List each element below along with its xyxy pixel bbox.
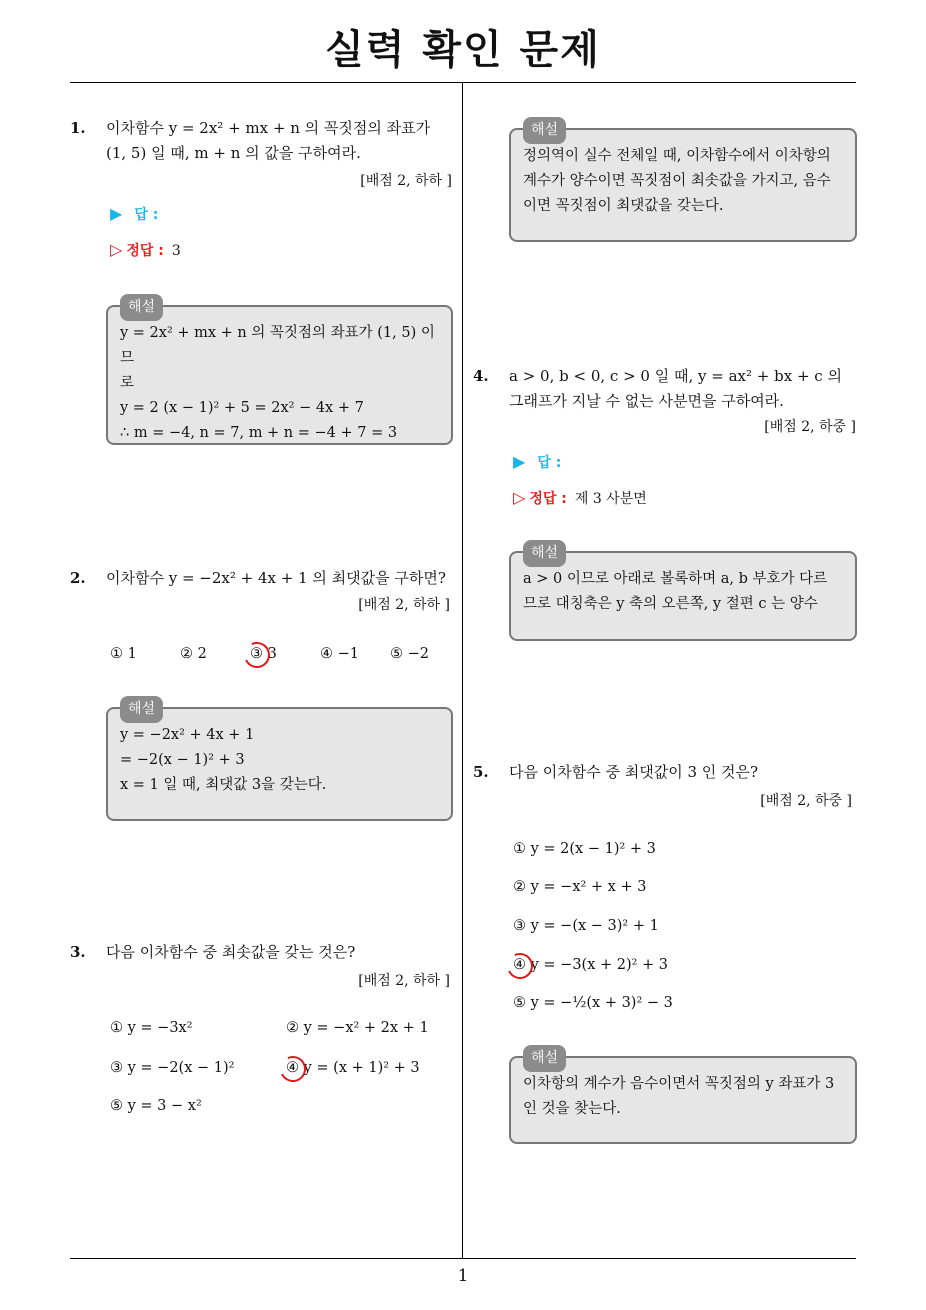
solution-tag: 해설	[523, 540, 566, 567]
question-number: 4.	[473, 367, 489, 385]
triangle-outline-icon: ▷	[513, 488, 526, 507]
question-text-line: 이차함수 y = −2x² + 4x + 1 의 최댓값을 구하면?	[106, 569, 446, 587]
choice-1[interactable]: ① 1	[110, 646, 137, 662]
choice-2[interactable]: ② y = −x² + 2x + 1	[286, 1020, 429, 1036]
column-divider	[462, 82, 463, 1259]
answer-field[interactable]	[110, 204, 158, 224]
question-text-line: 이차함수 y = 2x² + mx + n 의 꼭짓점의 좌표가	[106, 119, 431, 137]
top-rule	[70, 82, 856, 83]
choice-5[interactable]: ⑤ y = −½(x + 3)² − 3	[513, 995, 673, 1011]
solution-line: 로	[120, 375, 135, 391]
solution-box	[509, 1050, 857, 1144]
selected-mark-icon	[240, 638, 273, 671]
choice-1[interactable]: ① y = −3x²	[110, 1020, 193, 1036]
correct-label: 정답 :	[529, 491, 567, 507]
correct-value: 3	[171, 243, 181, 259]
solution-line: ∴ m = −4, n = 7, m + n = −4 + 7 = 3	[120, 425, 398, 441]
solution-line: a > 0 이므로 아래로 볼록하며 a, b 부호가 다르	[523, 571, 828, 587]
question-2	[70, 566, 451, 591]
solution-line: 므로 대칭축은 y 축의 오른쪽, y 절편 c 는 양수	[523, 596, 818, 612]
question-number: 3.	[70, 943, 86, 961]
solution-line: 인 것을 찾는다.	[523, 1101, 621, 1117]
solution-box	[106, 299, 453, 445]
solution-tag: 해설	[523, 1045, 566, 1072]
choice-4[interactable]: ④ y = −3(x + 2)² + 3	[513, 957, 669, 973]
solution-line: y = 2x² + mx + n 의 꼭짓점의 좌표가 (1, 5) 이므	[120, 325, 435, 366]
question-text-line: a > 0, b < 0, c > 0 일 때, y = ax² + bx + c 의	[509, 367, 842, 385]
solution-tag: 해설	[523, 117, 566, 144]
solution-line: = −2(x − 1)² + 3	[120, 752, 245, 768]
solution-box	[509, 545, 857, 641]
choice-3[interactable]: ③ 3	[250, 646, 277, 662]
solution-line: y = −2x² + 4x + 1	[120, 727, 255, 743]
choice-4[interactable]: ④ y = (x + 1)² + 3	[286, 1060, 420, 1076]
play-icon: ▶	[110, 204, 123, 223]
solution-line: 정의역이 실수 전체일 때, 이차함수에서 이차항의	[523, 148, 831, 164]
question-text-line: 다음 이차함수 중 최댓값이 3 인 것은?	[509, 763, 759, 781]
answer-label: 답 :	[134, 207, 159, 223]
selected-mark-icon	[276, 1052, 309, 1085]
solution-tag: 해설	[120, 294, 163, 321]
solution-line: x = 1 일 때, 최댓값 3을 갖는다.	[120, 777, 327, 793]
question-text-line: 그래프가 지날 수 없는 사분면을 구하여라.	[509, 392, 784, 410]
question-number: 2.	[70, 569, 86, 587]
page-title: 실력 확인 문제	[325, 27, 601, 73]
solution-line: 계수가 양수이면 꼭짓점이 최솟값을 가지고, 음수	[523, 173, 831, 189]
solution-line: 이차항의 계수가 음수이면서 꼭짓점의 y 좌표가 3	[523, 1076, 835, 1092]
question-5	[473, 760, 854, 785]
question-number: 1.	[70, 119, 86, 137]
choice-3[interactable]: ③ y = −(x − 3)² + 1	[513, 918, 659, 934]
correct-label: 정답 :	[126, 243, 164, 259]
answer-field[interactable]	[513, 452, 561, 472]
answer-label: 답 :	[537, 455, 562, 471]
choice-5[interactable]: ⑤ −2	[390, 646, 429, 662]
question-text-line: 다음 이차함수 중 최솟값을 갖는 것은?	[106, 943, 356, 961]
score-tag: [배점 2, 하하 ]	[358, 597, 450, 613]
solution-box	[106, 701, 453, 821]
question-text-line: (1, 5) 일 때, m + n 의 값을 구하여라.	[106, 144, 361, 162]
question-1	[70, 116, 451, 166]
play-icon: ▶	[513, 452, 526, 471]
bottom-rule	[70, 1258, 856, 1259]
correct-value: 제 3 사분면	[574, 491, 647, 507]
solution-tag: 해설	[120, 696, 163, 723]
choice-4[interactable]: ④ −1	[320, 646, 359, 662]
score-tag: [배점 2, 하하 ]	[358, 973, 450, 989]
score-tag: [배점 2, 하중 ]	[760, 793, 852, 809]
solution-box	[509, 122, 857, 242]
choice-5[interactable]: ⑤ y = 3 − x²	[110, 1098, 202, 1114]
triangle-outline-icon: ▷	[110, 240, 123, 259]
question-number: 5.	[473, 763, 489, 781]
score-tag: [배점 2, 하중 ]	[764, 419, 856, 435]
selected-mark-icon	[503, 949, 536, 982]
solution-line: y = 2 (x − 1)² + 5 = 2x² − 4x + 7	[120, 400, 364, 416]
question-4	[473, 364, 854, 414]
question-3	[70, 940, 451, 965]
choice-1[interactable]: ① y = 2(x − 1)² + 3	[513, 841, 656, 857]
solution-line: 이면 꼭짓점이 최댓값을 갖는다.	[523, 198, 724, 214]
correct-answer	[110, 240, 181, 260]
choice-2[interactable]: ② 2	[180, 646, 207, 662]
choice-3[interactable]: ③ y = −2(x − 1)²	[110, 1060, 235, 1076]
page-number: 1	[457, 1266, 469, 1286]
correct-answer	[513, 488, 647, 508]
choice-2[interactable]: ② y = −x² + x + 3	[513, 879, 647, 895]
score-tag: [배점 2, 하하 ]	[360, 173, 452, 189]
